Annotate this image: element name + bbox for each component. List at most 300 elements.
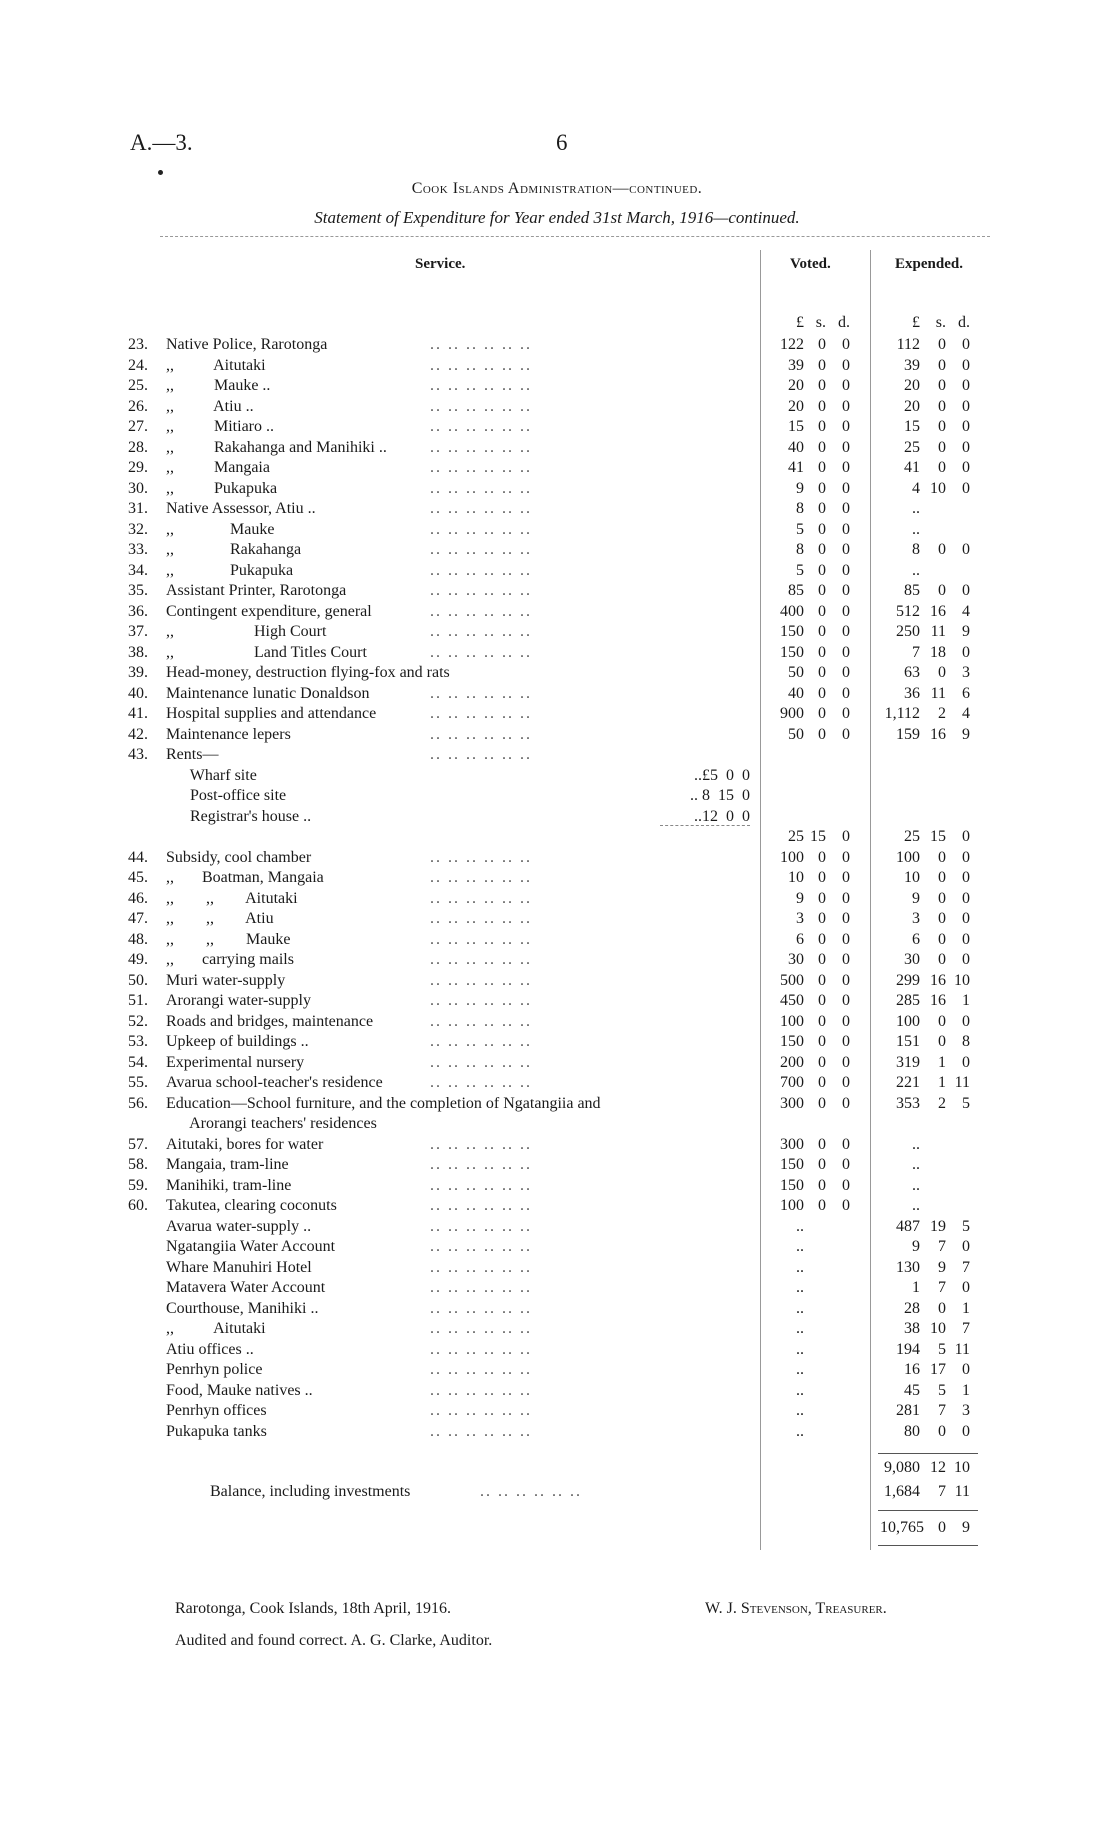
voted-shillings: 0 [818, 725, 826, 743]
table-row [0, 786, 1114, 806]
expended-pounds: .. [912, 1176, 920, 1194]
expended-pounds: 250 [896, 623, 920, 640]
voted-pence: 0 [842, 1053, 850, 1071]
dot-leader: .. .. .. .. .. .. [430, 418, 532, 435]
expended-pence: 0 [962, 336, 970, 353]
dot-leader: .. .. .. .. .. .. [430, 1402, 532, 1419]
voted-pounds: 50 [788, 725, 804, 743]
table-row [0, 622, 1114, 642]
dot-leader: .. .. .. .. .. .. [430, 971, 532, 989]
expended-shillings: 7 [938, 1402, 946, 1419]
expended-pence: 0 [962, 356, 970, 374]
expended-pence: 0 [962, 1279, 970, 1296]
table-row [0, 479, 1114, 499]
dot-leader: .. .. .. .. .. .. [430, 1217, 532, 1235]
voted-shillings: 0 [818, 377, 826, 394]
balance-pounds: 1,684 [884, 1483, 920, 1500]
voted-pence: 0 [842, 992, 850, 1009]
unit-pence-expended: d. [958, 314, 970, 331]
expended-pounds: 16 [904, 1361, 920, 1378]
expended-pounds: 130 [896, 1258, 920, 1276]
service-label: Penrhyn offices [166, 1402, 267, 1419]
expended-pence: 5 [962, 1217, 970, 1235]
voted-pounds: 200 [780, 1053, 804, 1071]
table-row [0, 1094, 1114, 1114]
service-label: ,, Land Titles Court [166, 643, 367, 661]
voted-shillings: 0 [818, 1033, 826, 1050]
table-row [0, 356, 1114, 376]
service-label: Native Police, Rarotonga [166, 336, 328, 353]
balance-label: Balance, including investments [210, 1483, 411, 1500]
voted-shillings: 0 [818, 438, 826, 456]
voted-pence: 0 [842, 930, 850, 948]
expended-pence: 0 [962, 1053, 970, 1071]
expended-shillings: 0 [938, 418, 946, 435]
table-row [0, 909, 1114, 929]
service-label: Whare Manuhiri Hotel [166, 1258, 312, 1276]
item-number: 39. [128, 664, 148, 681]
voted-pounds: 300 [780, 1135, 804, 1153]
dot-leader: .. .. .. .. .. .. [430, 951, 532, 968]
service-label: ,, ,, Mauke [166, 930, 291, 948]
table-row [0, 1155, 1114, 1175]
expended-pounds: 100 [896, 1012, 920, 1030]
dot-leader: .. .. .. .. .. .. [430, 541, 532, 558]
dot-leader: .. .. .. .. .. .. [430, 1156, 532, 1173]
voted-pounds: 40 [788, 438, 804, 456]
voted-shillings: 0 [818, 848, 826, 866]
expended-shillings: 1 [938, 1053, 946, 1071]
service-label: ,, Pukapuka [166, 561, 294, 579]
service-label: Upkeep of buildings .. [166, 1033, 309, 1050]
dot-leader: .. .. .. .. .. .. [430, 1238, 532, 1255]
expended-pounds: 100 [896, 848, 920, 866]
expended-pence: 7 [962, 1320, 970, 1337]
dot-leader: .. .. .. .. .. .. [430, 1340, 532, 1358]
item-number: 25. [128, 377, 148, 394]
expended-shillings: 0 [938, 951, 946, 968]
expended-pounds: 151 [896, 1033, 920, 1050]
dot-leader: .. .. .. .. .. .. [430, 500, 532, 517]
service-label: Maintenance lepers [166, 725, 291, 743]
table-row [0, 458, 1114, 478]
dot-leader: .. .. .. .. .. .. [430, 459, 532, 476]
item-number: 51. [128, 992, 148, 1009]
bullet-mark [158, 170, 163, 175]
voted-shillings: 0 [818, 684, 826, 702]
expended-pence: 4 [962, 705, 970, 722]
dot-leader: .. .. .. .. .. .. [430, 623, 532, 640]
table-row [0, 499, 1114, 519]
expended-shillings: 0 [938, 356, 946, 374]
service-label: Takutea, clearing coconuts [166, 1197, 337, 1214]
voted-pounds: 3 [796, 910, 804, 927]
item-number: 26. [128, 397, 148, 415]
expended-pence: 0 [962, 1422, 970, 1440]
dot-leader: .. .. .. .. .. .. [430, 643, 532, 661]
expended-shillings: 0 [938, 336, 946, 353]
service-label: Experimental nursery [166, 1053, 305, 1071]
table-row [0, 1196, 1114, 1216]
voted-pounds: 6 [796, 930, 804, 948]
dot-leader: .. .. .. .. .. .. [430, 930, 532, 948]
expended-pounds: 28 [904, 1299, 920, 1317]
voted-pence: 0 [842, 500, 850, 517]
expended-shillings: 0 [938, 582, 946, 599]
service-label: Penrhyn police [166, 1361, 263, 1378]
service-label: Post-office site [166, 787, 287, 804]
dot-leader: .. .. .. .. .. .. [430, 1258, 532, 1276]
subtotal-shillings: 12 [930, 1459, 946, 1476]
voted-pence: 0 [842, 725, 850, 743]
service-label: Maintenance lunatic Donaldson [166, 684, 370, 702]
table-row [0, 1360, 1114, 1380]
service-label: Wharf site [166, 766, 257, 784]
dot-leader: .. .. .. .. .. .. [430, 561, 532, 579]
rents-subtotal-rule [660, 825, 750, 826]
expended-pounds: 3 [912, 910, 920, 927]
expended-pounds: 319 [896, 1053, 920, 1071]
expended-shillings: 16 [930, 602, 946, 620]
dot-leader: .. .. .. .. .. .. [430, 1135, 532, 1153]
table-row [0, 1217, 1114, 1237]
voted-shillings: 0 [818, 336, 826, 353]
expended-pence: 6 [962, 684, 970, 702]
expended-column-header: Expended. [895, 256, 963, 272]
table-row [0, 889, 1114, 909]
voted-pounds: 9 [796, 889, 804, 907]
voted-pounds: 450 [780, 992, 804, 1009]
dot-leader: .. .. .. .. .. .. [430, 1197, 532, 1214]
expended-pounds: .. [912, 1156, 920, 1173]
table-row [0, 1381, 1114, 1401]
voted-pence: 0 [842, 910, 850, 927]
expended-pence: 10 [954, 971, 970, 989]
expended-pence: 9 [962, 725, 970, 743]
item-number: 40. [128, 684, 148, 702]
expended-pence: 9 [962, 623, 970, 640]
expended-pounds: 285 [896, 992, 920, 1009]
expended-pence: 0 [962, 869, 970, 886]
service-label: ,, ,, Aitutaki [166, 889, 298, 907]
document-reference: A.—3. [130, 130, 193, 155]
voted-shillings: 0 [818, 356, 826, 374]
service-label: Courthouse, Manihiki .. [166, 1299, 319, 1317]
voted-pence: 0 [842, 889, 850, 907]
expended-pounds: 1,112 [884, 705, 920, 722]
page-number: 6 [556, 130, 568, 155]
expended-pence: 0 [962, 438, 970, 456]
expended-shillings: 0 [938, 910, 946, 927]
table-row [0, 1073, 1114, 1093]
dot-leader: .. .. .. .. .. .. [430, 356, 532, 374]
voted-pounds: .. [796, 1340, 804, 1358]
table-row [0, 438, 1114, 458]
treasurer-signature: W. J. Stevenson, Treasurer. [705, 1600, 887, 1617]
table-row [0, 868, 1114, 888]
service-label: Rents— [166, 746, 219, 763]
expended-shillings: 10 [930, 479, 946, 497]
expended-pounds: 194 [896, 1340, 920, 1358]
item-number: 24. [128, 356, 148, 374]
voted-pounds: 8 [796, 500, 804, 517]
table-row [0, 1012, 1114, 1032]
expended-pence: 0 [962, 479, 970, 497]
expended-shillings: 0 [938, 889, 946, 907]
service-label: Subsidy, cool chamber [166, 848, 312, 866]
table-row [0, 1053, 1114, 1073]
expended-shillings: 16 [930, 725, 946, 743]
service-label: ,, carrying mails [166, 951, 294, 968]
voted-shillings: 0 [818, 951, 826, 968]
expended-pence: 8 [962, 1033, 970, 1050]
voted-shillings: 0 [818, 1074, 826, 1091]
dot-leader: .. .. .. .. .. .. [430, 377, 532, 394]
voted-pence: 0 [842, 1094, 850, 1112]
rent-amount: .. 8 15 0 [690, 787, 750, 804]
expended-pence: 0 [962, 910, 970, 927]
voted-pounds: .. [796, 1258, 804, 1276]
expended-shillings: 16 [930, 971, 946, 989]
voted-shillings: 0 [818, 1053, 826, 1071]
service-label: ,, Boatman, Mangaia [166, 869, 324, 886]
table-row [0, 1319, 1114, 1339]
dot-leader: .. .. .. .. .. .. [430, 1176, 532, 1194]
table-row [0, 704, 1114, 724]
expended-pence: 11 [954, 1340, 970, 1358]
item-number: 34. [128, 561, 148, 579]
voted-pounds: 9 [796, 479, 804, 497]
voted-pence: 0 [842, 664, 850, 681]
expended-shillings: 7 [938, 1238, 946, 1255]
service-label: ,, Mauke .. [166, 377, 271, 394]
dot-leader: .. .. .. .. .. .. [430, 1074, 532, 1091]
expended-pence: 0 [962, 930, 970, 948]
service-label: Manihiki, tram-line [166, 1176, 292, 1194]
table-row [0, 1401, 1114, 1421]
voted-pounds: 122 [780, 336, 804, 353]
item-number: 28. [128, 438, 148, 456]
service-label: Mangaia, tram-line [166, 1156, 289, 1173]
voted-shillings: 0 [818, 623, 826, 640]
expended-pounds: 41 [904, 459, 920, 476]
voted-pence: 0 [842, 1197, 850, 1214]
service-label: Assistant Printer, Rarotonga [166, 582, 347, 599]
expended-pence: 0 [962, 1012, 970, 1030]
voted-pounds: .. [796, 1402, 804, 1419]
voted-pence: 0 [842, 1074, 850, 1091]
voted-pounds: 20 [788, 377, 804, 394]
service-label: Hospital supplies and attendance [166, 705, 377, 722]
expended-shillings: 7 [938, 1279, 946, 1296]
service-label: Arorangi teachers' residences [166, 1115, 377, 1132]
item-number: 35. [128, 582, 148, 599]
item-number: 60. [128, 1197, 148, 1214]
dot-leader: .. .. .. .. .. .. [430, 889, 532, 907]
voted-shillings: 0 [818, 561, 826, 579]
voted-pounds: 100 [780, 1197, 804, 1214]
table-row [0, 1340, 1114, 1360]
rent-amount: ..12 0 0 [694, 807, 750, 825]
service-label: Contingent expenditure, general [166, 602, 372, 620]
service-label: Native Assessor, Atiu .. [166, 500, 316, 517]
table-row [0, 827, 1114, 847]
table-row [0, 417, 1114, 437]
service-label: Pukapuka tanks [166, 1422, 267, 1440]
voted-shillings: 0 [818, 889, 826, 907]
dot-leader: .. .. .. .. .. .. [430, 1012, 532, 1030]
table-row [0, 581, 1114, 601]
voted-pence: 0 [842, 582, 850, 599]
expended-pence: 0 [962, 377, 970, 394]
service-label: Registrar's house .. [166, 807, 312, 825]
service-label: Aitutaki, bores for water [166, 1135, 324, 1153]
table-row [0, 561, 1114, 581]
table-row [0, 1278, 1114, 1298]
item-number: 46. [128, 889, 148, 907]
expended-pounds: 112 [896, 336, 920, 353]
voted-pounds: 5 [796, 520, 804, 538]
voted-pounds: .. [796, 1320, 804, 1337]
voted-shillings: 0 [818, 930, 826, 948]
voted-pounds: 700 [780, 1074, 804, 1091]
voted-shillings: 0 [818, 602, 826, 620]
dot-leader: .. .. .. .. .. .. [430, 582, 532, 599]
expended-pounds: 299 [896, 971, 920, 989]
dot-leader: .. .. .. .. .. .. [430, 684, 532, 702]
table-row [0, 745, 1114, 765]
voted-pounds: .. [796, 1217, 804, 1235]
expended-shillings: 0 [938, 397, 946, 415]
voted-shillings: 0 [818, 1012, 826, 1030]
expended-pounds: 30 [904, 951, 920, 968]
item-number: 27. [128, 418, 148, 435]
expended-shillings: 0 [938, 541, 946, 558]
expended-pounds: 159 [896, 725, 920, 743]
item-number: 30. [128, 479, 148, 497]
dot-leader: .. .. .. .. .. .. [430, 992, 532, 1009]
item-number: 47. [128, 910, 148, 927]
item-number: 38. [128, 643, 148, 661]
expended-pounds: .. [912, 561, 920, 579]
dot-leader: .. .. .. .. .. .. [430, 705, 532, 722]
expended-pounds: 80 [904, 1422, 920, 1440]
place-date: Rarotonga, Cook Islands, 18th April, 1916. [175, 1600, 451, 1617]
item-number: 58. [128, 1156, 148, 1173]
service-label: ,, High Court [166, 623, 327, 640]
table-row [0, 1258, 1114, 1278]
voted-pounds: 150 [780, 1033, 804, 1050]
voted-shillings: 0 [818, 1197, 826, 1214]
voted-pence: 0 [842, 1012, 850, 1030]
expended-pounds: 9 [912, 1238, 920, 1255]
expended-pounds: .. [912, 520, 920, 538]
voted-shillings: 0 [818, 992, 826, 1009]
rent-amount: ..£5 0 0 [694, 766, 750, 784]
page-title: Cook Islands Administration—continued. [411, 180, 703, 197]
dot-leader: .. .. .. .. .. .. [480, 1483, 582, 1500]
dot-leader: .. .. .. .. .. .. [430, 725, 532, 743]
expended-pence: 1 [962, 1381, 970, 1399]
service-label: ,, Rakahanga [166, 541, 302, 558]
service-label: ,, ,, Atiu [166, 910, 274, 927]
voted-pounds: 25 [788, 828, 804, 845]
expended-shillings: 19 [930, 1217, 946, 1235]
voted-pence: 0 [842, 684, 850, 702]
expended-shillings: 0 [938, 1422, 946, 1440]
balance-row [0, 1482, 1114, 1502]
expended-pence: 11 [954, 1074, 970, 1091]
expended-pence: 0 [962, 418, 970, 435]
dot-leader: .. .. .. .. .. .. [430, 1279, 532, 1296]
voted-pounds: 150 [780, 1176, 804, 1194]
voted-pounds: 900 [780, 705, 804, 722]
expended-shillings: 0 [938, 1012, 946, 1030]
table-row [0, 663, 1114, 683]
voted-pence: 0 [842, 479, 850, 497]
expended-pence: 0 [962, 1361, 970, 1378]
expended-pounds: 487 [896, 1217, 920, 1235]
table-row [0, 335, 1114, 355]
voted-pounds: 41 [788, 459, 804, 476]
voted-shillings: 0 [818, 520, 826, 538]
item-number: 54. [128, 1053, 148, 1071]
table-row [0, 725, 1114, 745]
voted-pounds: 400 [780, 602, 804, 620]
expended-pence: 7 [962, 1258, 970, 1276]
voted-shillings: 0 [818, 869, 826, 886]
expended-pence: 4 [962, 602, 970, 620]
expended-shillings: 11 [930, 623, 946, 640]
service-label: Atiu offices .. [166, 1340, 254, 1358]
item-number: 45. [128, 869, 148, 886]
expended-shillings: 11 [930, 684, 946, 702]
total-pence: 9 [962, 1519, 970, 1536]
voted-pence: 0 [842, 377, 850, 394]
expended-pence: 0 [962, 582, 970, 599]
unit-pounds-voted: £ [796, 314, 804, 331]
item-number: 53. [128, 1033, 148, 1050]
dot-leader: .. .. .. .. .. .. [430, 520, 532, 538]
expended-shillings: 0 [938, 930, 946, 948]
voted-pounds: .. [796, 1238, 804, 1255]
expended-shillings: 9 [938, 1258, 946, 1276]
expended-pounds: .. [912, 500, 920, 517]
header-rule [160, 236, 990, 237]
voted-pence: 0 [842, 397, 850, 415]
voted-pounds: 20 [788, 397, 804, 415]
expended-pence: 1 [962, 1299, 970, 1317]
voted-pence: 0 [842, 418, 850, 435]
expended-shillings: 0 [938, 459, 946, 476]
dot-leader: .. .. .. .. .. .. [430, 848, 532, 866]
item-number: 23. [128, 336, 148, 353]
voted-pounds: 5 [796, 561, 804, 579]
service-label: ,, Mangaia [166, 459, 270, 476]
expended-shillings: 0 [938, 848, 946, 866]
service-label: ,, Aitutaki [166, 1320, 266, 1337]
expended-pounds: 512 [896, 602, 920, 620]
expended-pounds: 221 [896, 1074, 920, 1091]
table-row [0, 971, 1114, 991]
table-row [0, 1237, 1114, 1257]
voted-shillings: 0 [818, 643, 826, 661]
expended-shillings: 5 [938, 1340, 946, 1358]
voted-pounds: 150 [780, 1156, 804, 1173]
expended-shillings: 0 [938, 1033, 946, 1050]
item-number: 29. [128, 459, 148, 476]
voted-shillings: 0 [818, 541, 826, 558]
